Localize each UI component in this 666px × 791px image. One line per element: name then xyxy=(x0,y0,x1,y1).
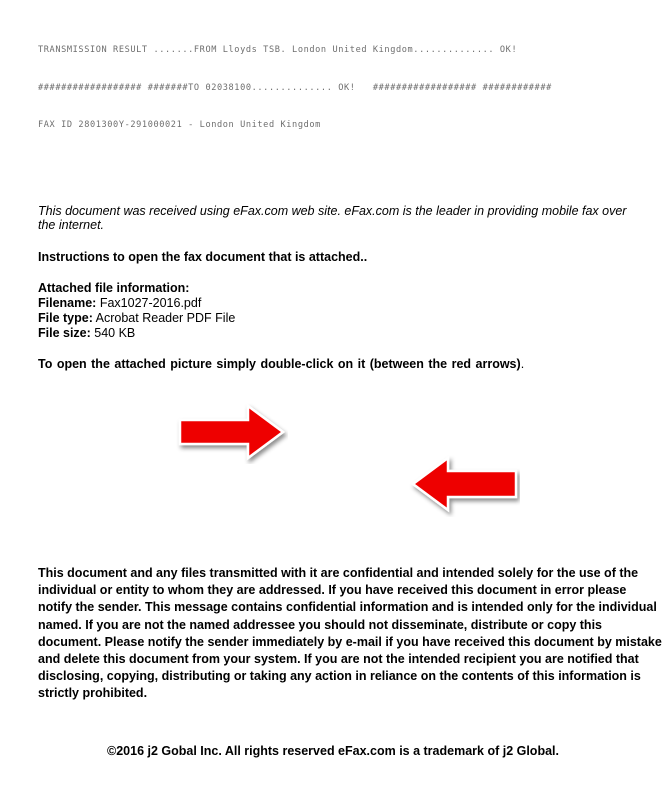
instructions-heading: Instructions to open the fax document that is attached.. xyxy=(38,250,368,264)
arrow-right-icon xyxy=(176,402,288,464)
file-info-block xyxy=(38,281,235,341)
filetype-label: File type: xyxy=(38,311,93,325)
confidentiality-disclaimer: This document and any files transmitted with it are confidential and intended solely for the use of the individual or entity to whom they are addressed. If you have received this document in error please notify the sender. This message contains confidential information and is intended only for the individual named. If you are not the named addressee you should not disseminate, distribute or copy this document. Please notify the sender immediately by e-mail if you have received this document by mistake and delete this document from your system. If you are not the intended recipient you are notified that disclosing, copying, distributing or taking any action in reliance on the contents of this information is strictly prohibited. xyxy=(38,566,662,701)
filetype-row xyxy=(38,311,235,326)
filesize-row xyxy=(38,326,235,341)
file-info-heading: Attached file information: xyxy=(38,281,190,295)
intro-text: This document was received using eFax.com web site. eFax.com is the leader in providing mobile fax over the internet. xyxy=(38,204,627,232)
open-instructions-period: . xyxy=(520,357,525,371)
filesize-label: File size: xyxy=(38,326,91,340)
transmission-destination-line: ################## #######TO 02038100.............. OK! ################## ############ xyxy=(38,82,552,93)
transmission-header xyxy=(38,19,648,144)
copyright-notice: ©2016 j2 Gobal Inc. All rights reserved eFax.com is a trademark of j2 Global. xyxy=(107,744,559,758)
filename-row xyxy=(38,296,235,311)
open-instructions-text: To open the attached picture simply double-click on it (between the red arrows) xyxy=(38,357,521,371)
open-instructions xyxy=(38,357,524,371)
filetype-value: Acrobat Reader PDF File xyxy=(92,311,236,325)
fax-id-line: FAX ID 2801300Y-291000021 - London United Kingdom xyxy=(38,120,321,130)
arrow-left-icon xyxy=(408,455,520,517)
filename-label: Filename: xyxy=(38,296,97,310)
arrow-right-shape xyxy=(180,406,283,458)
filename-value: Fax1027-2016.pdf xyxy=(96,296,202,310)
transmission-result-line: TRANSMISSION RESULT .......FROM Lloyds TSB. London United Kingdom.............. OK! xyxy=(38,45,518,55)
arrow-left-shape xyxy=(413,458,516,510)
filesize-value: 540 KB xyxy=(90,326,136,340)
